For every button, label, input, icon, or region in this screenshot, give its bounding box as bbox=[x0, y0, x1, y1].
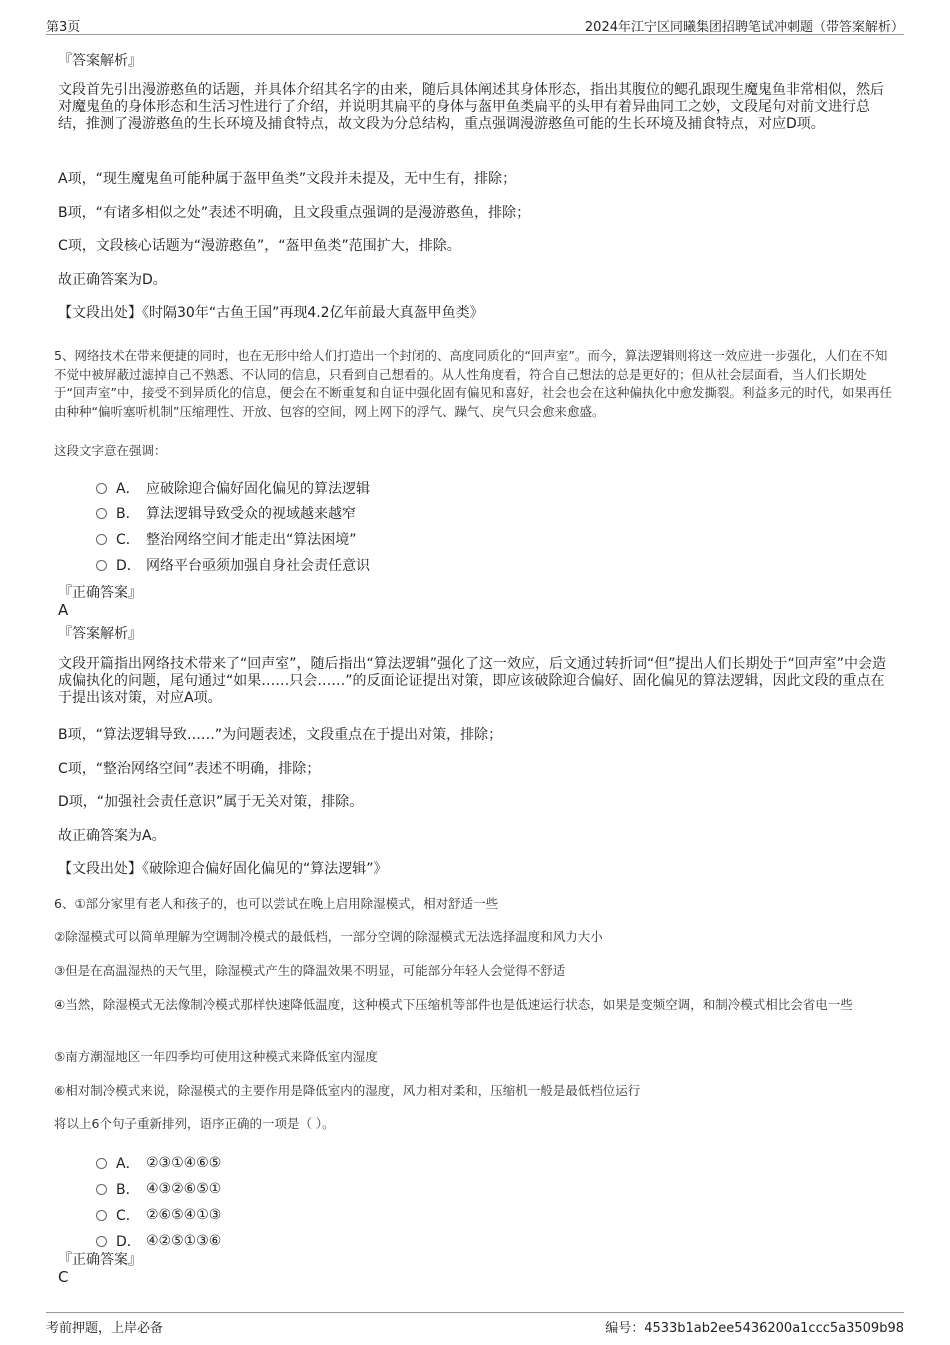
page-header bbox=[46, 14, 904, 35]
page-footer bbox=[46, 1312, 904, 1337]
footer-slogan: 考前押题，上岸必备 bbox=[46, 1321, 164, 1336]
option-key: D． bbox=[116, 1234, 141, 1250]
option-key: D． bbox=[116, 558, 141, 574]
q5-analysis: 文段开篇指出网络技术带来了“回声室”，随后指出“算法逻辑”强化了这一效应，后文通过转折词“但”提出人们长期处于“回声室”中会造成偏执化的问题，尾句通过“如果……只会……”的反面论证提出对策，即应该破除迎合偏好、固化偏见的算法逻辑，因此文段的重点在于提出该对策，对应A项。 bbox=[58, 656, 887, 706]
q4-analysis: 文段首先引出漫游憨鱼的话题，并具体介绍其名字的由来，随后具体阐述其身体形态，指出其腹位的鳃孔跟现生魔鬼鱼非常相似，然后对魔鬼鱼的身体形态和生活习性进行了介绍，并说明其扁平的身体与盔甲鱼类扁平的头甲有着异曲同工之妙，文段尾句对前文进行总结，推测了漫游憨鱼的生长环境及捕食特点，故文段为分总结构，重点强调漫游憨鱼可能的生长环境及捕食特点，对应D项。 bbox=[58, 82, 884, 132]
q6-sentence-3: ③但是在高温湿热的天气里，除湿模式产生的降温效果不明显，可能部分年轻人会觉得不舒适 bbox=[54, 963, 566, 978]
q6-answer-label: 『正确答案』 bbox=[58, 1252, 142, 1268]
radio-icon[interactable] bbox=[96, 1210, 107, 1221]
option-key: C． bbox=[116, 1208, 140, 1224]
q5-source: 【文段出处】《破除迎合偏好固化偏见的“算法逻辑”》 bbox=[58, 861, 388, 877]
option-text: ④②⑤①③⑥ bbox=[146, 1233, 222, 1249]
q5-answer-label: 『正确答案』 bbox=[58, 585, 142, 601]
option-key: B． bbox=[116, 506, 140, 522]
radio-icon[interactable] bbox=[96, 560, 107, 571]
radio-icon[interactable] bbox=[96, 1184, 107, 1195]
option-text: 算法逻辑导致受众的视域越来越窄 bbox=[146, 506, 356, 522]
document-code: 编号：4533b1ab2ee5436200a1ccc5a3509b98 bbox=[605, 1321, 904, 1336]
q5-conclusion: 故正确答案为A。 bbox=[58, 828, 166, 844]
option-text: 网络平台亟须加强自身社会责任意识 bbox=[146, 558, 370, 574]
q4-source: 【文段出处】《时隔30年“古鱼王国”再现4.2亿年前最大真盔甲鱼类》 bbox=[58, 305, 484, 321]
q5-point-b: B项，“算法逻辑导致……”为问题表述，文段重点在于提出对策，排除； bbox=[58, 727, 503, 743]
q5-point-c: C项，“整治网络空间”表述不明确，排除； bbox=[58, 761, 321, 777]
q6-option-d[interactable] bbox=[96, 1231, 221, 1251]
option-text: ②⑥⑤④①③ bbox=[146, 1207, 222, 1223]
option-key: A． bbox=[116, 1156, 140, 1172]
q6-sentence-6: ⑥相对制冷模式来说，除湿模式的主要作用是降低室内的湿度，风力相对柔和，压缩机一般是最低档位运行 bbox=[54, 1083, 641, 1098]
q6-option-a[interactable] bbox=[96, 1153, 221, 1173]
radio-icon[interactable] bbox=[96, 1236, 107, 1247]
page-number: 第3页 bbox=[46, 20, 81, 35]
option-text: ②③①④⑥⑤ bbox=[146, 1155, 222, 1171]
q5-option-a[interactable] bbox=[96, 478, 370, 498]
q5-option-b[interactable] bbox=[96, 503, 356, 523]
radio-icon[interactable] bbox=[96, 508, 107, 519]
option-text: 整治网络空间才能走出“算法困境” bbox=[146, 532, 357, 548]
q6-prompt: 将以上6个句子重新排列，语序正确的一项是（ ）。 bbox=[54, 1116, 335, 1131]
option-key: A． bbox=[116, 481, 140, 497]
document-title: 2024年江宁区同曦集团招聘笔试冲刺题（带答案解析） bbox=[584, 20, 904, 35]
q4-point-a: A项，“现生魔鬼鱼可能种属于盔甲鱼类”文段并未提及，无中生有，排除； bbox=[58, 171, 517, 187]
q6-sentence-1: 6、①部分家里有老人和孩子的，也可以尝试在晚上启用除湿模式，相对舒适一些 bbox=[54, 896, 499, 911]
radio-icon[interactable] bbox=[96, 534, 107, 545]
q4-analysis-label: 『答案解析』 bbox=[58, 53, 142, 69]
q4-point-c: C项，文段核心话题为“漫游憨鱼”，“盔甲鱼类”范围扩大，排除。 bbox=[58, 238, 461, 254]
option-text: 应破除迎合偏好固化偏见的算法逻辑 bbox=[146, 481, 370, 497]
q6-option-b[interactable] bbox=[96, 1179, 221, 1199]
q5-option-d[interactable] bbox=[96, 555, 370, 575]
option-key: C． bbox=[116, 532, 140, 548]
option-text: ④③②⑥⑤① bbox=[146, 1181, 222, 1197]
q5-answer: A bbox=[58, 601, 69, 619]
q6-answer: C bbox=[58, 1268, 69, 1286]
q6-sentence-5: ⑤南方潮湿地区一年四季均可使用这种模式来降低室内湿度 bbox=[54, 1049, 378, 1064]
q5-prompt: 这段文字意在强调： bbox=[54, 443, 167, 458]
radio-icon[interactable] bbox=[96, 1158, 107, 1169]
q5-analysis-label: 『答案解析』 bbox=[58, 626, 142, 642]
q6-option-c[interactable] bbox=[96, 1205, 221, 1225]
q4-conclusion: 故正确答案为D。 bbox=[58, 272, 167, 288]
q6-sentence-4: ④当然，除湿模式无法像制冷模式那样快速降低温度，这种模式下压缩机等部件也是低速运行状态，如果是变频空调，和制冷模式相比会省电一些 bbox=[54, 997, 853, 1012]
radio-icon[interactable] bbox=[96, 483, 107, 494]
q6-sentence-2: ②除湿模式可以简单理解为空调制冷模式的最低档，一部分空调的除湿模式无法选择温度和风力大小 bbox=[54, 929, 603, 944]
q5-option-c[interactable] bbox=[96, 529, 357, 549]
q5-passage: 5、网络技术在带来便捷的同时，也在无形中给人们打造出一个封闭的、高度同质化的“回声室”。而今，算法逻辑则将这一效应进一步强化，人们在不知不觉中被屏蔽过滤掉自己不熟悉、不认同的信息，只看到自己想看的。从人性角度看，符合自己想法的总是更好的；但从社会层面看，当人们长期处于“回声室”中，接受不到异质化的信息，便会在不断重复和自证中强化固有偏见和喜好，社会也会在这种偏执化中愈发撕裂。利益多元的时代，如果再任由种种“偏听塞听机制”压缩理性、开放、包容的空间，网上网下的浮气、躁气、戾气只会愈来愈盛。 bbox=[54, 348, 892, 419]
option-key: B． bbox=[116, 1182, 140, 1198]
q4-point-b: B项，“有诸多相似之处”表述不明确，且文段重点强调的是漫游憨鱼，排除； bbox=[58, 205, 531, 221]
q5-point-d: D项，“加强社会责任意识”属于无关对策，排除。 bbox=[58, 794, 364, 810]
